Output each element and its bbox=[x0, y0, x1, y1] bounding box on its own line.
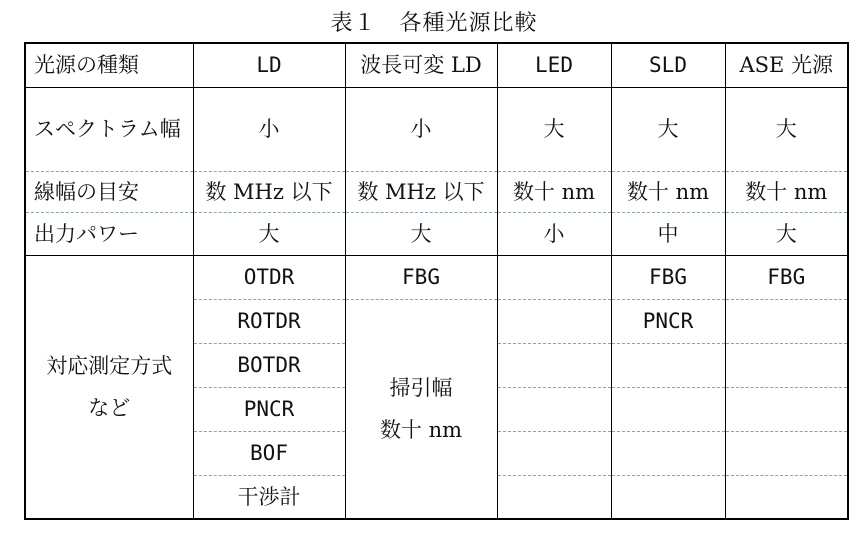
header-row bbox=[25, 43, 848, 87]
sweep-cell bbox=[345, 299, 497, 519]
method-cell bbox=[497, 343, 611, 387]
method-cell: FBG bbox=[611, 255, 725, 299]
row-label: 出力パワー bbox=[25, 212, 193, 255]
method-cell bbox=[725, 299, 848, 343]
method-cell bbox=[611, 387, 725, 431]
sweep-value: 数十 nm bbox=[379, 417, 463, 442]
method-cell bbox=[497, 387, 611, 431]
table-cell: 大 bbox=[611, 87, 725, 171]
table-cell: 中 bbox=[611, 212, 725, 255]
method-cell bbox=[725, 387, 848, 431]
method-cell: PNCR bbox=[611, 299, 725, 343]
method-cell: FBG bbox=[345, 255, 497, 299]
method-cell bbox=[497, 475, 611, 519]
header-cell: LED bbox=[497, 43, 611, 87]
header-cell: 光源の種類 bbox=[25, 43, 193, 87]
method-cell bbox=[725, 475, 848, 519]
table-cell: 小 bbox=[497, 212, 611, 255]
light-source-comparison-table bbox=[24, 42, 849, 520]
method-cell: ROTDR bbox=[193, 299, 345, 343]
method-cell bbox=[497, 299, 611, 343]
table-row bbox=[25, 212, 848, 255]
table-cell: 数 MHz 以下 bbox=[193, 171, 345, 212]
table-cell: 小 bbox=[345, 87, 497, 171]
table-cell: 大 bbox=[193, 212, 345, 255]
table-cell: 小 bbox=[193, 87, 345, 171]
method-cell bbox=[497, 431, 611, 475]
method-cell: 干渉計 bbox=[193, 475, 345, 519]
header-cell: 波長可変 LD bbox=[345, 43, 497, 87]
table-cell: 数十 nm bbox=[725, 171, 848, 212]
methods-label-text: 対応測定方式など bbox=[46, 353, 173, 420]
table-row bbox=[25, 87, 848, 171]
method-row bbox=[25, 255, 848, 299]
header-cell: SLD bbox=[611, 43, 725, 87]
table-cell: 大 bbox=[345, 212, 497, 255]
header-cell: LD bbox=[193, 43, 345, 87]
table-cell: 数 MHz 以下 bbox=[345, 171, 497, 212]
method-cell bbox=[497, 255, 611, 299]
header-cell: ASE 光源 bbox=[725, 43, 848, 87]
method-cell bbox=[611, 343, 725, 387]
method-cell: BOTDR bbox=[193, 343, 345, 387]
table-cell: 大 bbox=[725, 212, 848, 255]
row-label: スペクトラム幅 bbox=[25, 87, 193, 171]
method-cell bbox=[611, 475, 725, 519]
method-cell: FBG bbox=[725, 255, 848, 299]
table-cell: 数十 nm bbox=[611, 171, 725, 212]
table-row bbox=[25, 171, 848, 212]
method-cell: OTDR bbox=[193, 255, 345, 299]
table-cell: 数十 nm bbox=[497, 171, 611, 212]
table-title: 表１ 各種光源比較 bbox=[330, 11, 538, 36]
table-cell: 大 bbox=[497, 87, 611, 171]
methods-label bbox=[25, 255, 193, 519]
method-cell bbox=[611, 431, 725, 475]
sweep-label: 掃引幅 bbox=[389, 375, 453, 400]
table-cell: 大 bbox=[725, 87, 848, 171]
method-cell: BOF bbox=[193, 431, 345, 475]
method-cell bbox=[725, 431, 848, 475]
row-label: 線幅の目安 bbox=[25, 171, 193, 212]
method-cell: PNCR bbox=[193, 387, 345, 431]
method-cell bbox=[725, 343, 848, 387]
